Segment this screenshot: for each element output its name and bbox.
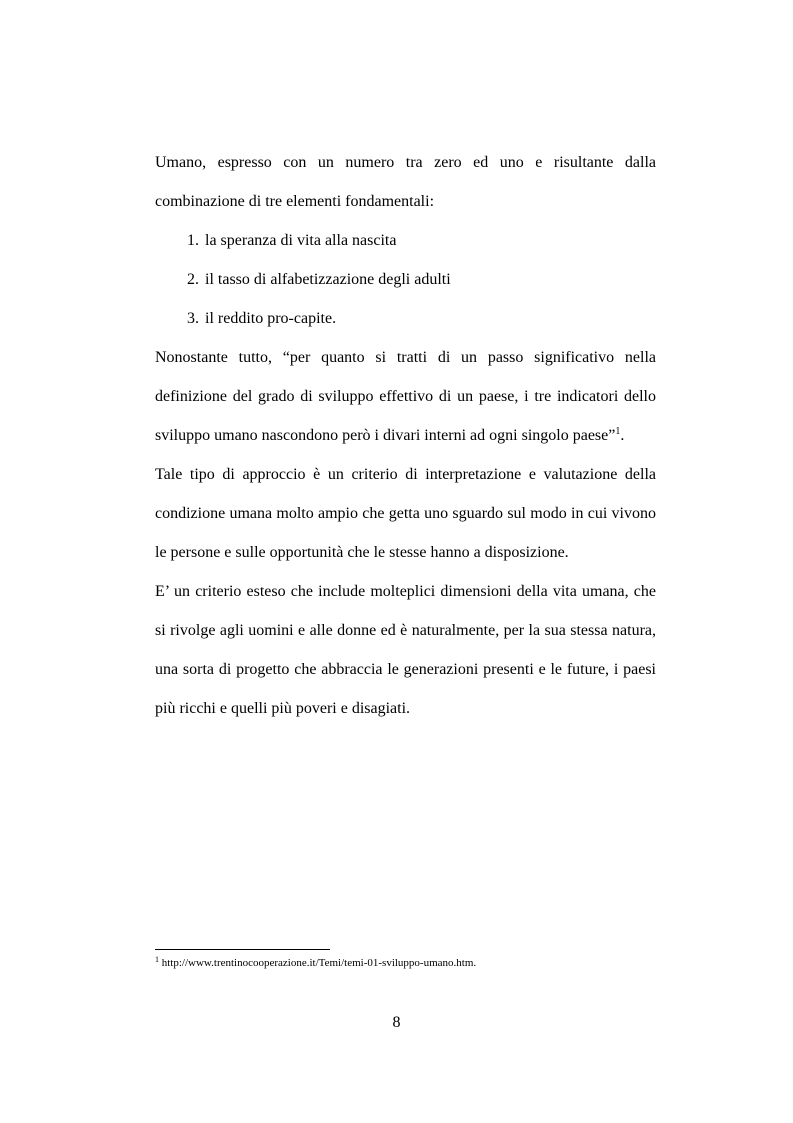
paragraph-approach: Tale tipo di approccio è un criterio di interpretazione e valutazione della condizione umana molto ampio che getta uno sguardo sul modo in cui vivono le persone e sulle opportunità che le stesse hanno a disposizione.	[155, 466, 656, 561]
paragraph-quote	[155, 338, 656, 455]
list-item-number: 2.	[187, 271, 199, 288]
footnote	[155, 956, 476, 970]
list-item-text: il tasso di alfabetizzazione degli adulti	[205, 271, 451, 288]
list-item	[155, 221, 656, 260]
list-item-number: 3.	[187, 310, 199, 327]
list-item-text: la speranza di vita alla nascita	[205, 232, 397, 249]
list-item	[155, 299, 656, 338]
footnote-reference[interactable]: 1	[615, 426, 621, 437]
list-item	[155, 260, 656, 299]
quote-text: Nonostante tutto, “per quanto si tratti di un passo significativo nella definizione del grado di sviluppo effettivo di un paese, i tre indicatori dello sviluppo umano nascondono però i divari interni ad ogni singolo paese”	[155, 349, 656, 444]
footnote-link[interactable]: http://www.trentinocooperazione.it/Temi/temi-01-sviluppo-umano.htm.	[159, 957, 477, 969]
paragraph-criterion: E’ un criterio esteso che include molteplici dimensioni della vita umana, che si rivolge agli uomini e alle donne ed è naturalmente, per la sua stessa natura, una sorta di progetto che abbraccia le generazioni presenti e le future, i paesi più ricchi e quelli più poveri e disagiati.	[155, 583, 656, 717]
page-number: 8	[392, 1014, 401, 1031]
indicator-list	[155, 221, 656, 338]
list-item-number: 1.	[187, 232, 199, 249]
body-text	[155, 143, 656, 728]
quote-end: .	[620, 427, 625, 444]
list-item-text: il reddito pro-capite.	[205, 310, 337, 327]
footnote-marker: 1	[155, 955, 159, 964]
paragraph-intro: Umano, espresso con un numero tra zero ed uno e risultante dalla combinazione di tre elementi fondamentali:	[155, 154, 656, 210]
footnote-divider	[155, 949, 330, 950]
